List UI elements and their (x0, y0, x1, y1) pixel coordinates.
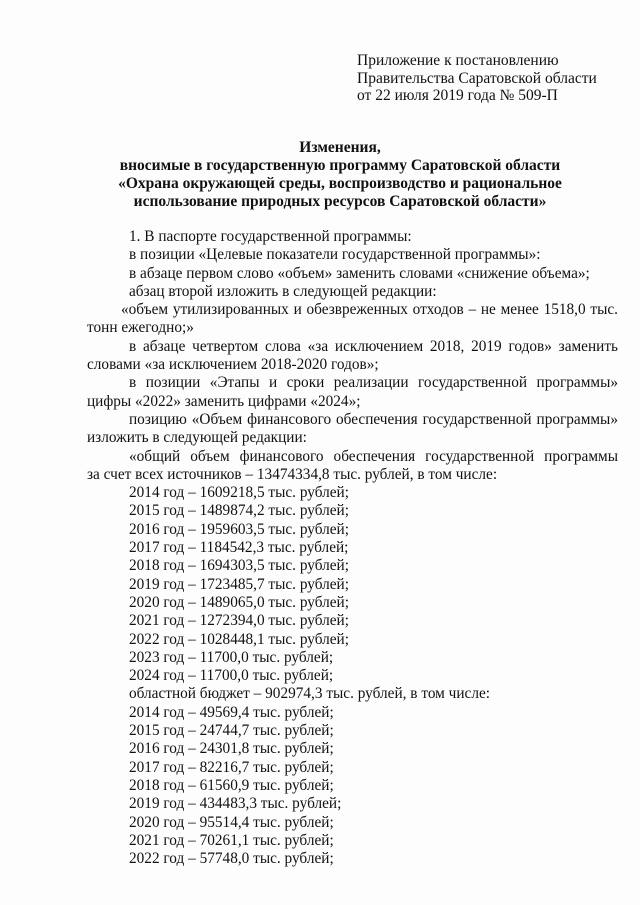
total-year-line: 2024 год – 11700,0 тыс. рублей; (129, 667, 334, 685)
title-line: Изменения, (299, 139, 381, 156)
paragraph: за счет всех источников – 13474334,8 тыс. рублей, в том числе: (87, 465, 498, 483)
appendix-line: Правительства Саратовской области (357, 69, 597, 87)
total-year-line: 2020 год – 1489065,0 тыс. рублей; (129, 593, 349, 611)
title-line: «Охрана окружающей среды, воспроизводство и рациональное (118, 175, 562, 192)
paragraph: 1. В паспорте государственной программы: (129, 228, 412, 245)
appendix-line: от 22 июля 2019 года № 509-П (357, 87, 558, 104)
paragraph: в абзаце первом слово «объем» заменить словами «снижение объема»; (129, 264, 590, 282)
total-year-line: 2021 год – 1272394,0 тыс. рублей; (129, 612, 349, 630)
total-year-line: 2019 год – 1723485,7 тыс. рублей; (129, 575, 349, 593)
regional-year-line: 2022 год – 57748,0 тыс. рублей; (129, 850, 334, 868)
regional-year-line: 2019 год – 434483,3 тыс. рублей; (129, 795, 342, 813)
regional-year-line: 2016 год – 24301,8 тыс. рублей; (129, 740, 334, 758)
total-year-line: 2018 год – 1694303,5 тыс. рублей; (129, 557, 349, 575)
paragraph: позицию «Объем финансового обеспечения государственной программы» (129, 410, 618, 428)
paragraph: в позиции «Целевые показатели государственной программы»: (129, 246, 541, 264)
paragraph: «объем утилизированных и обезвреженных отходов – не менее 1518,0 тыс. (121, 301, 618, 319)
regional-budget-line: областной бюджет – 902974,3 тыс. рублей, в том числе: (129, 685, 491, 703)
regional-year-line: 2015 год – 24744,7 тыс. рублей; (129, 722, 334, 740)
paragraph: словами «за исключением 2018-2020 годов»; (87, 356, 379, 374)
total-year-line: 2015 год – 1489874,2 тыс. рублей; (129, 502, 349, 520)
regional-year-line: 2014 год – 49569,4 тыс. рублей; (129, 703, 334, 721)
paragraph: в позиции «Этапы и сроки реализации государственной программы» (129, 374, 618, 392)
paragraph: «общий объем финансового обеспечения государственной программы (129, 447, 618, 465)
regional-year-line: 2017 год – 82216,7 тыс. рублей; (129, 758, 334, 776)
total-year-line: 2022 год – 1028448,1 тыс. рублей; (129, 630, 349, 648)
title-line: вносимые в государственную программу Саратовской области (119, 157, 561, 174)
regional-year-line: 2020 год – 95514,4 тыс. рублей; (129, 813, 334, 831)
total-year-line: 2014 год – 1609218,5 тыс. рублей; (129, 484, 349, 502)
total-year-line: 2017 год – 1184542,3 тыс. рублей; (129, 539, 349, 557)
title-line: использование природных ресурсов Саратовской области» (133, 193, 547, 210)
regional-year-line: 2021 год – 70261,1 тыс. рублей; (129, 831, 334, 849)
document-title (60, 139, 620, 211)
document-body (87, 228, 618, 868)
appendix-header (357, 52, 597, 105)
paragraph: тонн ежегодно;» (87, 319, 194, 337)
total-year-line: 2023 год – 11700,0 тыс. рублей; (129, 648, 334, 666)
total-year-line: 2016 год – 1959603,5 тыс. рублей; (129, 520, 349, 538)
appendix-line: Приложение к постановлению (357, 52, 559, 69)
paragraph: изложить в следующей редакции: (87, 429, 307, 447)
paragraph: в абзаце четвертом слова «за исключением 2018, 2019 годов» заменить (129, 337, 618, 355)
paragraph: цифры «2022» заменить цифрами «2024»; (87, 392, 361, 410)
paragraph: абзац второй изложить в следующей редакции: (129, 282, 437, 300)
regional-year-line: 2018 год – 61560,9 тыс. рублей; (129, 776, 334, 794)
